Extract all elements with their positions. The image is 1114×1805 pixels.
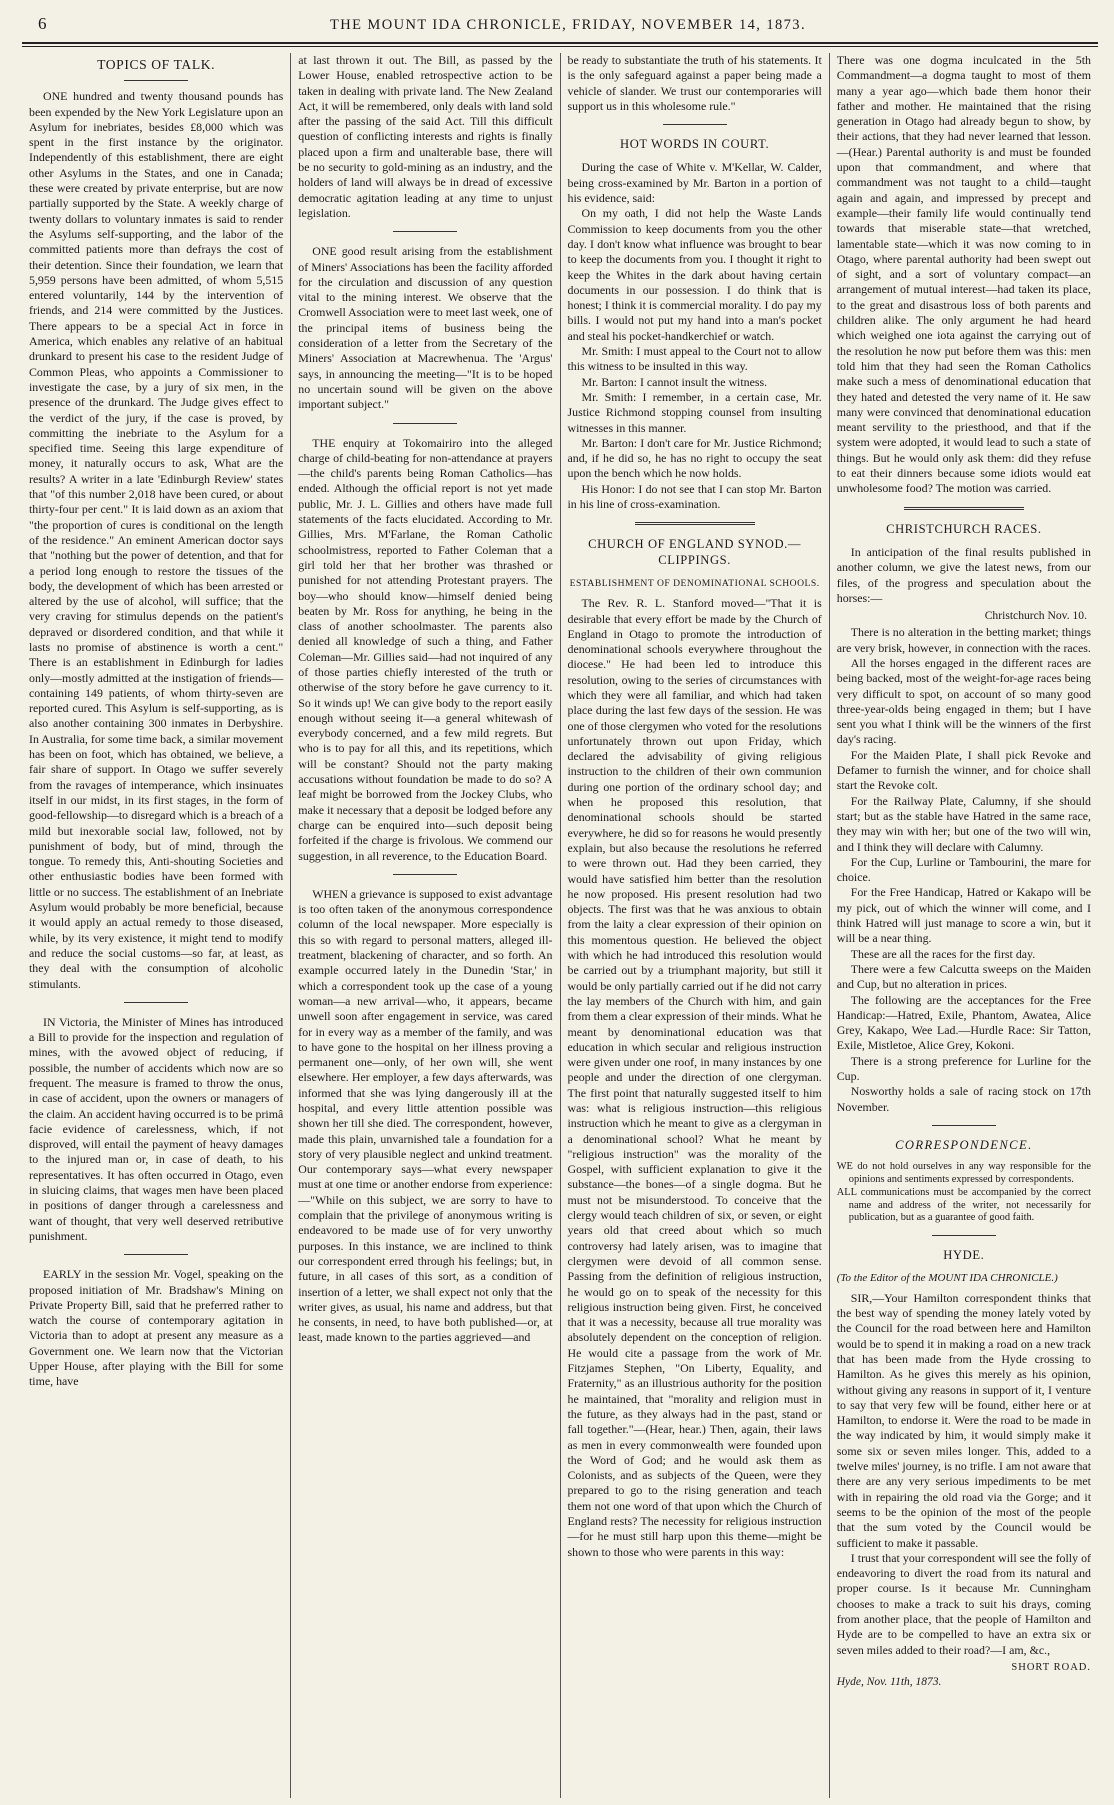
paragraph-bill-continued: at last thrown it out. The Bill, as passed by the Lower House, enabled retrospective action to be taken in dealing with private land. The New Zealand Act, it will be remembered, only deals with land sold after the passing of the said Act. Till this difficult question of conflicting interests and rights is finally placed upon a firm and unalterable base, there will be no security to gold-mining as an industry, and the holders of land will always be in dread of excessive democratic agitation leading at any time to unjust legislation. [298, 53, 553, 220]
races-paragraph: There were a few Calcutta sweeps on the Maiden and Cup, but no alteration in prices. [836, 961, 1091, 992]
court-paragraph: His Honor: I do not see that I can stop Mr. Barton in his line of cross-examination. [567, 481, 822, 512]
paragraph-grievance: WHEN a grievance is supposed to exist advantage is too often taken of the anonymous correspondence column of the local newspaper. More especially is this so with regard to personal matters, alleged ill-treatment, blackening of character, and so forth. An example occurred lately in the Dunedin 'Star,' in which a correspondent took up the case of a young woman—a new arrival—who, it appears, became unwell soon after engagement in service, was cared for in every way as a member of the family, and was to have gone to the hospital on her illness proving a permanent one—only, of her own will, she went elsewhere. Her employer, a few days afterwards, was informed that she was lying dangerously ill at the hospital, and every little attention possible was shown her till she died. The correspondent, however, made this plain, unvarnished tale a foundation for a story of very plausible neglect and unkind treatment. Our contemporary says—what every newspaper must at one time or another endorse from experience:—"While on this subject, we are sorry to have to complain that the privilege of anonymous writing is endeavored to be made use of for very unworthy purposes. In this instance, we are inclined to think our correspondent erred through his feelings; but, in future, in all cases of this sort, as a condition of insertion of a letter, we shall expect not only that the writer gives, as usual, his name and address, but that he consents, in need, to have both published—or, at least, made known to the parties aggrieved—and [298, 886, 553, 1345]
synod-heading: CHURCH OF ENGLAND SYNOD.—CLIPPINGS. [588, 537, 802, 567]
paragraph-vogel: EARLY in the session Mr. Vogel, speaking on the proposed initiation of Mr. Bradshaw's Mining on Private Property Bill, said that he preferred rather to watch the course of contemporary agitation in Victoria than to adopt at present any measure as a Government one. We learn now that the Victorian Upper House, after playing with the Bill for some time, have [29, 1267, 284, 1389]
races-paragraph: All the horses engaged in the different races are being backed, most of the weight-for-age races being very difficult to spot, on account of so many good three-year-olds being engaged in them; but I have sent you what I think will be the winners of the first day's racing. [836, 655, 1091, 747]
letter-paragraph: SIR,—Your Hamilton correspondent thinks that the best way of spending the money lately voted by the Council for the road between here and Hamilton would be to spend it in making a road on a new track that has been made from the Hyde crossing to Hamilton. As he gives this merely as his opinion, without giving any reasons in support of it, I venture to say that very few will be found, either here or at Hamilton, to endorse it. Were the road to be made in the way indicated by him, it would simply make it some six or seven miles longer. This, added to a twelve miles' journey, is no trifle. I am not aware that there are any very serious impediments to be met with in repairing the old road via the Gorge; and it seems to be the opinion of the most of the people that the sum voted by the Council would be sufficient to make it passable. [836, 1290, 1091, 1550]
correspondence-heading: CORRESPONDENCE. [895, 1137, 1033, 1152]
column-2 [291, 53, 560, 1798]
letter-paragraph: I trust that your correspondent will see the folly of endeavoring to divert the road from its natural and proper course. Is it because Mr. Cunningham chooses to make a track to suit his drays, coming from another place, that the people of Hamilton and Hyde are to be compelled to have an extra six or seven miles added to their road?—I am, &c., [836, 1550, 1091, 1657]
topics-heading: TOPICS OF TALK. [97, 57, 216, 72]
divider [124, 1002, 188, 1003]
races-paragraph: For the Railway Plate, Calumny, if she should start; but as the stable have Hatred in the same race, they may win with her; but one of the two will win, and I think they will declare with Calumny. [836, 793, 1091, 854]
divider [663, 124, 727, 125]
page-number: 6 [38, 14, 47, 33]
races-paragraph: For the Cup, Lurline or Tambourini, the mare for choice. [836, 854, 1091, 885]
races-dateline: Christchurch Nov. 10. [984, 609, 1087, 623]
races-paragraph: Nosworthy holds a sale of racing stock on 17th November. [836, 1084, 1091, 1114]
paragraph-inebriates: ONE hundred and twenty thousand pounds has been expended by the New York Legislature upon an Asylum for inebriates, besides £8,000 which was spent in the first instance by the originator. Independently of this establishment, there are eight other Asylums in the States, and one in Canada; these were created by private enterprise, but are now partially supported by the State. A weekly charge of twenty dollars to voluntary inmates is said to render the Asylums self-supporting, and the labor of the committed patients more than defrays the cost of their detention. Since their foundation, we learn that 5,959 persons have been admitted, of whom 5,515 entered voluntarily, 144 by the intervention of friends, and 214 were committed by the Justices. There appears to be a special Act in force in America, which enables any relative of an habitual drunkard to present his case to the resident Judge of Common Pleas, who appoints a Commissioner to investigate the case, by a jury of six men, in the presence of the drunkard. The Judge gives effect to the verdict of the jury, if the case is proved, by committing the inebriate to the Asylum for a specified time. Seeing this large expenditure of money, it naturally occurs to ask, What are the results? A writer in a late 'Edinburgh Review' states that "of this number 2,018 have been cured, or about thirty-four per cent." It is laid down as an axiom that "the proportion of cures is conditional on the length of the residence." An eminent American doctor says that "nothing but the power of detention, and that for a period long enough to restore the tissues of the body, the development of which has been arrested or altered by the use of alcohol, will suffice; that the very craving for stimulus depends on the patient's depraved or disordered condition, and that while it lasts no promise of abstinence is worth a cent." There is an establishment in Edinburgh for ladies only—mostly admitted at the instigation of friends—containing 149 patients, of whom thirty-seven are reported cured. This Asylum is self-supporting, as is also another containing 300 inmates in Derbyshire. In Australia, for some time back, a similar movement has been on foot, which has obtained, we believe, a fair share of support. In Otago we suffer severely from the ravages of intemperance, which insinuates itself in our midst, in its first stages, in the form of good-fellowship—to disregard which is a breach of a mild but inexorable social law, followed, not by punishment of body, but of mind, through the tongue. To remedy this, Anti-shouting Societies and other enthusiastic bodies have been formed with little or no success. The establishment of an Inebriate Asylum would probably be more beneficial, because it would apply an actual remedy to those diseased, while, by its very existence, it might tend to modify and reduce the social customs—so far, at least, as they deal with the consumption of alcoholic stimulants. [29, 89, 284, 991]
column-4 [830, 53, 1098, 1798]
column-3 [561, 53, 830, 1798]
masthead-title: THE MOUNT IDA CHRONICLE, FRIDAY, NOVEMBER 14, 1873. [330, 17, 806, 33]
races-paragraph: There is no alteration in the betting market; things are very brisk, however, in connection with the races. [836, 625, 1091, 655]
divider [393, 423, 457, 424]
divider [635, 522, 755, 525]
races-paragraph: For the Maiden Plate, I shall pick Revoke and Defamer to furnish the winner, and for choice shall start the Revoke colt. [836, 747, 1091, 793]
column-1 [22, 53, 291, 1798]
masthead [22, 14, 1098, 40]
races-heading: CHRISTCHURCH RACES. [886, 521, 1042, 536]
hyde-heading: HYDE. [943, 1248, 985, 1263]
letter-place-date: Hyde, Nov. 11th, 1873. [836, 1676, 942, 1689]
paragraph-stanford: The Rev. R. L. Stanford moved—"That it is desirable that every effort be made by the Church of England in Otago to promote the introduction of denominational schools everywhere throughout the diocese." He had been led to introduce this resolution, owing to the series of circumstances with which they were all familiar, and which had taken place during the last few days of the session. He was one of those clergymen who voted for the resolutions unfortunately thrown out upon Friday, which declared the advisability of giving religious instruction to the children of their own communion during one portion of the ordinary school day; and when he proposed this resolution, that denominational schools should be started everywhere, he did so for reasons he would presently explain, but also because the resolutions he referred to were thrown out. Had they been carried, they would have satisfied him better than the resolution he now proposed. His present resolution had two objects. The first was that he was anxious to obtain from the laity a clear expression of their opinion on this momentous question. He believed the object with which he had introduced this resolution would be carried out by a triumphant majority, but still it would be only partially carried out if he did not carry the lay members of the Church with him, and gain from them a clear expression of their minds. What he meant by denominational education was that education in which secular and religious instruction were given under one roof, in many instances by one people and under the direction of one clergyman. The first point that naturally suggested itself to him was: what is religious instruction—this religious instruction which he meant to give as a clergyman in a denominational school? What he meant by "religious instruction" was the morality of the Gospel, with sufficient explanation to give it the substance—the bones—of a single dogma. But he must not be misunderstood. To conceive that the clergy would teach children of six, or seven, or eight years old that creed about which so much controversy had lately arisen, was to imagine that clergymen were devoid of all common sense. Passing from the definition of religious instruction, he would go on to speak of the necessity for this religious instruction being given. First, he conceived that it was a necessity, because all true morality was absolutely dependent on the conception of religion. He would cite a passage from the work of Mr. Fitzjames Stephen, "On Liberty, Equality, and Fraternity," as an illustrious authority for the position he maintained, that "morality and religion must in the future, as they always had in the past, stand or fall together."—(Hear, hear.) Then, again, their laws as men in every commonwealth were founded upon the Word of God; and he would ask them as Colonists, and as subjects of the Queen, were they prepared to go to the rising generation and teach them not one word of that upon which the Church of England rests? The necessity for religious instruction—for he must still harp upon this theme—might be shown to those who were parents in this way: [567, 596, 822, 1559]
paragraph-miners-associations: ONE good result arising from the establishment of Miners' Associations has been the facility afforded for the circulation and discussion of any question vital to the mining interest. We observe that the Cromwell Association were to meet last week, one of the principal items of business being the consideration of a letter from the Secretary of the Miners' Association at Macrewhenua. The 'Argus' says, in announcing the meeting—"It is to be hoped no uncertain sound will be given on the above important subject." [298, 244, 553, 412]
divider [904, 507, 1024, 510]
paragraph-slander-continued: be ready to substantiate the truth of his statements. It is the only safeguard against a paper being made a vehicle of slander. We trust our contemporaries will support us in this wholesome rule." [567, 53, 822, 113]
divider [393, 874, 457, 875]
synod-subheading: ESTABLISHMENT OF DENOMINATIONAL SCHOOLS. [569, 577, 820, 589]
court-paragraph: Mr. Barton: I don't care for Mr. Justice Richmond; and, if he did so, he has no right to occupy the seat upon the bench which he now holds. [567, 435, 822, 481]
paragraph-victoria-mines: IN Victoria, the Minister of Mines has introduced a Bill to provide for the inspection and regulation of mines, with the avowed object of reducing, if possible, the number of accidents which now are so frequent. The measure is framed to throw the onus, in case of accident, upon the owners or managers of the claim. An accident having occurred is to be primâ facie evidence of carelessness, which, if not disproved, will entail the payment of heavy damages to the injured man or, in case of death, to his representatives. It has often occurred in Otago, even in sluicing claims, that wages men have been placed in positions of danger through a carelessness and want of thought, that very well deserved retributive punishment. [29, 1014, 284, 1243]
divider [932, 1235, 996, 1236]
races-paragraph: In anticipation of the final results published in another column, we give the latest news, from our files, of the progress and speculation about the horses:— [836, 544, 1091, 605]
races-paragraph: There is a strong preference for Lurline for the Cup. [836, 1053, 1091, 1083]
races-paragraph: The following are the acceptances for the Free Handicap:—Hatred, Exile, Phantom, Awatea, Alice Grey, Kakapo, Wee Lad.—Hurdle Race: Sir Tatton, Exile, Mistletoe, Alice Grey, Kokoni. [836, 992, 1091, 1053]
divider [393, 231, 457, 232]
notice-communications: ALL communications must be accompanied by the correct name and address of the writer, not necessarily for publication, but as a guarantee of good faith. [836, 1186, 1091, 1224]
court-paragraph: Mr. Smith: I must appeal to the Court not to allow this witness to be insulted in this way. [567, 344, 822, 374]
hot-words-heading: HOT WORDS IN COURT. [620, 137, 770, 152]
court-paragraph: Mr. Barton: I cannot insult the witness. [581, 374, 768, 389]
masthead-rule [22, 42, 1098, 47]
paragraph-synod-continued: There was one dogma inculcated in the 5th Commandment—a dogma taught to most of them many a year ago—which bade them honor their father and mother. He maintained that the rising generation in Otago had already begun to show, by their actions, that they had never learned that lesson.—(Hear.) Parental authority is and must be founded upon that commandment, and where that commandment was not taught to a child—taught again and again, and impressed by precept and example—their family life would continually tend towards that miserable state—that wretched, lamentable state—which it was now coming to in Otago, where parental authority had been swept out of sight, and a sort of voluntary compact—an arrangement of mutual interest—had taken its place, to the great and disastrous loss of both parents and children alike. The only argument he had heard which weighed one iota against the carrying out of the resolution he now put before them was this: men told him that they had seen the Roman Catholics make such a mess of denominational education that they hated and detested the very name of it. He saw many were convinced that denominational education meant servility to the priesthood, and that if the system were adopted, it would lead to such a state of things. But he would only ask them: did they refuse to eat their dinners because some idiots would eat unwholesome food? The motion was carried. [836, 53, 1091, 496]
races-paragraph: These are all the races for the first day. [850, 946, 1036, 961]
divider [932, 1125, 996, 1126]
races-paragraph: For the Free Handicap, Hatred or Kakapo will be my pick, out of which the winner will come, and I think Hatred will just manage to score a win, but it will be a near thing. [836, 885, 1091, 946]
letter-signature: SHORT ROAD. [1011, 1661, 1091, 1673]
editor-salutation: (To the Editor of the MOUNT IDA CHRONICLE.) [836, 1272, 1058, 1285]
correspondence-notice [837, 1161, 1091, 1225]
court-paragraph: Mr. Smith: I remember, in a certain case, Mr. Justice Richmond stopping counsel from insulting witnesses in this manner. [567, 389, 822, 435]
columns [22, 53, 1098, 1798]
divider [124, 80, 188, 81]
notice-opinions: WE do not hold ourselves in any way responsible for the opinions and sentiments expressed by correspondents. [836, 1161, 1091, 1185]
court-paragraph: During the case of White v. M'Kellar, W. Calder, being cross-examined by Mr. Barton in a portion of his evidence, said: [567, 160, 822, 206]
court-paragraph: On my oath, I did not help the Waste Lands Commission to keep documents from you the other day. I don't know what influence was brought to bear to keep the documents from you. I thought it right to keep the Whites in the dark about having certain documents in our possession. I do think that is honest; I think it is commercial morality. I do pay my bills. I would not put my hand into a man's pocket and steal his pocket-handkerchief or watch. [567, 206, 822, 343]
paragraph-tokomairiro: THE enquiry at Tokomairiro into the alleged charge of child-beating for non-attendance at prayers—the child's parents being Roman Catholics—has ended. Although the official report is not yet made public, Mr. J. L. Gillies and others have made full statements of the facts elucidated. According to Mr. Gillies, Mrs. M'Farlane, the Roman Catholic schoolmistress, reported to Father Coleman that a girl told her that her brother was thrashed or punished for not attending Protestant prayers. The boy—who should know—himself denied being beaten by Mr. Ross for anything, he being in the class of another schoolmaster. The parents also denied all knowledge of such a thing, and Father Coleman—Mr. Gillies said—had not inquired of any of those parties chiefly interested of the truth or otherwise of the story before he gave currency to it. So it winds up! We can give body to the report easily enough without seeing it—a general whitewash of everybody concerned, and a few mild regrets. But who is to pay for all this, and its repetitions, which will be constant? Should not the party making accusations without foundation be made to do so? A leaf might be borrowed from the Jockey Clubs, who make it necessary that a deposit be lodged before any charge can be enquired into—such deposit being forfeited if the charge is frivolous. We commend our suggestion, in all reverence, to the Education Board. [298, 435, 553, 863]
divider [124, 1254, 188, 1255]
